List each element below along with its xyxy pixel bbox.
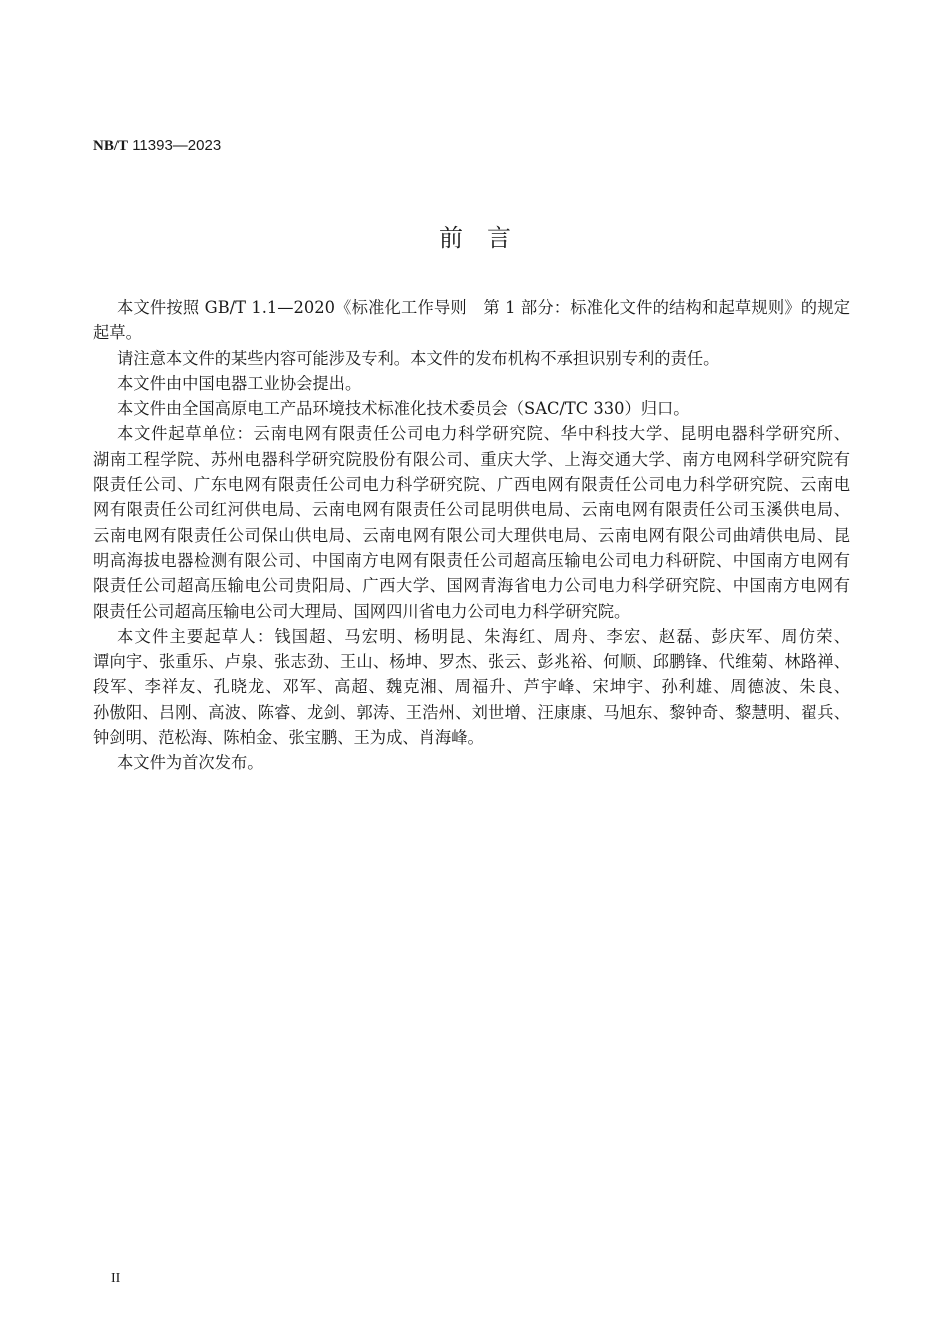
text-line: 段军、李祥友、孔晓龙、邓军、高超、魏克湘、周福升、芦宇峰、宋坤宇、孙利雄、周德波、朱良、 <box>93 677 850 697</box>
paragraph <box>93 624 850 750</box>
text-line: 限责任公司超高压输电公司贵阳局、广西大学、国网青海省电力公司电力科学研究院、中国南方电网有 <box>93 576 850 596</box>
text-line: 明高海拔电器检测有限公司、中国南方电网有限责任公司超高压输电公司电力科研院、中国南方电网有 <box>93 550 850 570</box>
text-line: 限责任公司超高压输电公司大理局、国网四川省电力公司电力科学研究院。 <box>93 601 631 621</box>
text-line: 本文件按照 GB/T 1.1—2020《标准化工作导则 第 1 部分：标准化文件的结构和起草规则》的规定 <box>117 298 850 317</box>
paragraph <box>93 750 850 775</box>
paragraph <box>93 421 850 623</box>
standard-prefix: NB/T <box>93 138 129 154</box>
text-line: 网有限责任公司红河供电局、云南电网有限责任公司昆明供电局、云南电网有限责任公司玉溪供电局、 <box>93 500 850 520</box>
text-line: 本文件为首次发布。 <box>117 753 264 773</box>
text-line: 谭向宇、张重乐、卢泉、张志劲、王山、杨坤、罗杰、张云、彭兆裕、何顺、邱鹏锋、代维菊、林路禅、 <box>93 652 850 672</box>
text-line: 起草。 <box>93 323 142 343</box>
foreword-body <box>93 295 850 776</box>
standard-number: 11393—2023 <box>132 137 222 154</box>
paragraph <box>93 396 850 421</box>
text-line: 湖南工程学院、苏州电器科学研究院股份有限公司、重庆大学、上海交通大学、南方电网科学研究院有 <box>93 449 850 469</box>
text-line: 本文件由全国高原电工产品环境技术标准化技术委员会（SAC/TC 330）归口。 <box>117 399 690 419</box>
page-number: II <box>111 1271 121 1286</box>
paragraph <box>93 371 850 396</box>
text-line: 限责任公司、广东电网有限责任公司电力科学研究院、广西电网有限责任公司电力科学研究院、云南电 <box>93 475 850 495</box>
text-line: 钟剑明、范松海、陈柏金、张宝鹏、王为成、肖海峰。 <box>93 728 484 748</box>
text-line: 本文件由中国电器工业协会提出。 <box>117 373 362 393</box>
text-line: 本文件起草单位：云南电网有限责任公司电力科学研究院、华中科技大学、昆明电器科学研究所、 <box>117 424 850 444</box>
standard-code <box>93 137 221 155</box>
text-line: 请注意本文件的某些内容可能涉及专利。本文件的发布机构不承担识别专利的责任。 <box>117 348 720 368</box>
paragraph <box>93 346 850 371</box>
page-title: 前言 <box>439 224 535 252</box>
paragraph <box>93 295 850 346</box>
text-line: 本文件主要起草人：钱国超、马宏明、杨明昆、朱海红、周舟、李宏、赵磊、彭庆军、周仿荣、 <box>117 626 850 646</box>
text-line: 云南电网有限责任公司保山供电局、云南电网有限公司大理供电局、云南电网有限公司曲靖供电局、昆 <box>93 525 850 545</box>
text-line: 孙傲阳、吕刚、高波、陈睿、龙剑、郭涛、王浩州、刘世增、汪康康、马旭东、黎钟奇、黎慧明、翟兵、 <box>93 702 850 722</box>
